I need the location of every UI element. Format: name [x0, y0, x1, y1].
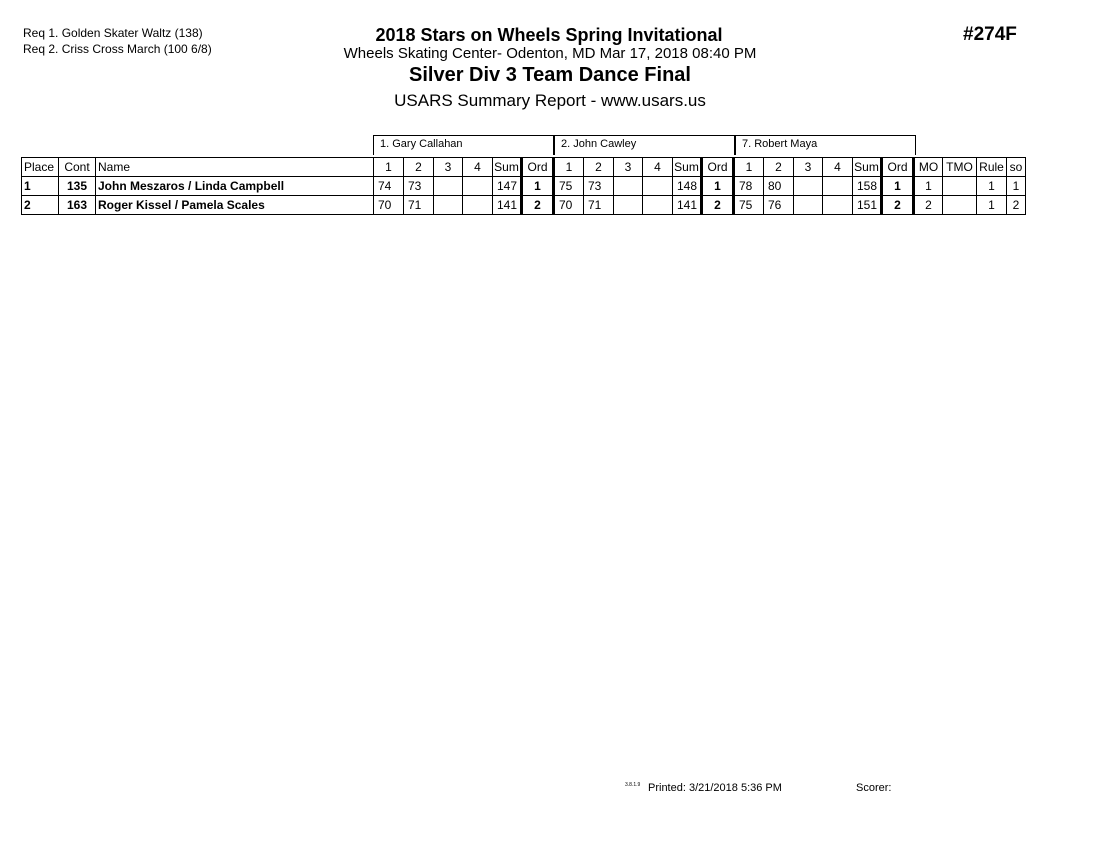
table-row: [22, 177, 1026, 196]
place-cell: 1: [22, 177, 59, 196]
ord-cell: 1: [882, 177, 914, 196]
col-mo: MO: [914, 158, 943, 177]
sum-cell: 148: [673, 177, 702, 196]
ord-cell: 1: [522, 177, 554, 196]
requirement-1: Req 1. Golden Skater Waltz (138): [23, 26, 203, 40]
results-table: [21, 157, 1026, 215]
cont-cell: 163: [59, 196, 96, 215]
col-place: Place: [22, 158, 59, 177]
sum-cell: 151: [853, 196, 882, 215]
name-cell: John Meszaros / Linda Campbell: [96, 177, 374, 196]
col-rule: Rule: [977, 158, 1007, 177]
col-j1-ord: Ord: [522, 158, 554, 177]
rule-cell: 1: [977, 177, 1007, 196]
score-cell: 78: [734, 177, 764, 196]
software-version: 3.8.1.9: [625, 782, 641, 788]
col-j2-s4: 4: [643, 158, 673, 177]
competition-title: 2018 Stars on Wheels Spring Invitational: [375, 25, 723, 45]
name-cell: Roger Kissel / Pamela Scales: [96, 196, 374, 215]
venue-date: Wheels Skating Center- Odenton, MD Mar 17, 2018 08:40 PM: [343, 45, 757, 62]
score-cell: 73: [404, 177, 434, 196]
rule-cell: 1: [977, 196, 1007, 215]
so-cell: 2: [1007, 196, 1026, 215]
score-cell: [614, 196, 643, 215]
col-name: Name: [96, 158, 374, 177]
printed-timestamp: Printed: 3/21/2018 5:36 PM: [648, 782, 782, 794]
col-j2-ord: Ord: [702, 158, 734, 177]
scorer-label: Scorer:: [856, 782, 892, 794]
col-j3-s3: 3: [794, 158, 823, 177]
sum-cell: 141: [493, 196, 522, 215]
col-j1-s4: 4: [463, 158, 493, 177]
mo-cell: 1: [914, 177, 943, 196]
col-j3-s2: 2: [764, 158, 794, 177]
score-cell: 76: [764, 196, 794, 215]
col-j2-s2: 2: [584, 158, 614, 177]
score-cell: 71: [404, 196, 434, 215]
col-j2-s1: 1: [554, 158, 584, 177]
table-row: [22, 196, 1026, 215]
col-j3-s4: 4: [823, 158, 853, 177]
ord-cell: 2: [702, 196, 734, 215]
tmo-cell: [943, 177, 977, 196]
so-cell: 1: [1007, 177, 1026, 196]
col-j3-s1: 1: [734, 158, 764, 177]
score-cell: [643, 177, 673, 196]
col-j2-s3: 3: [614, 158, 643, 177]
place-cell: 2: [22, 196, 59, 215]
score-cell: [794, 177, 823, 196]
score-cell: 71: [584, 196, 614, 215]
cont-cell: 135: [59, 177, 96, 196]
sum-cell: 158: [853, 177, 882, 196]
col-j1-s2: 2: [404, 158, 434, 177]
score-cell: 70: [554, 196, 584, 215]
report-title: USARS Summary Report - www.usars.us: [394, 91, 706, 110]
col-cont: Cont: [59, 158, 96, 177]
col-j3-ord: Ord: [882, 158, 914, 177]
ord-cell: 2: [522, 196, 554, 215]
ord-cell: 1: [702, 177, 734, 196]
score-cell: [434, 177, 463, 196]
score-cell: [823, 196, 853, 215]
competition-title-wrap: [0, 25, 1099, 46]
score-cell: [643, 196, 673, 215]
score-cell: 80: [764, 177, 794, 196]
score-cell: [614, 177, 643, 196]
col-j1-s3: 3: [434, 158, 463, 177]
score-cell: [434, 196, 463, 215]
venue-date-wrap: [0, 45, 1100, 62]
score-cell: 70: [374, 196, 404, 215]
col-tmo: TMO: [943, 158, 977, 177]
sum-cell: 147: [493, 177, 522, 196]
score-cell: [794, 196, 823, 215]
event-title: Silver Div 3 Team Dance Final: [409, 64, 691, 86]
ord-cell: 2: [882, 196, 914, 215]
score-cell: [823, 177, 853, 196]
col-j1-s1: 1: [374, 158, 404, 177]
col-j1-sum: Sum: [493, 158, 522, 177]
mo-cell: 2: [914, 196, 943, 215]
judge-2-header: 2. John Cawley: [554, 135, 735, 155]
col-j3-sum: Sum: [853, 158, 882, 177]
score-cell: [463, 196, 493, 215]
requirement-2: Req 2. Criss Cross March (100 6/8): [23, 42, 212, 56]
event-number: #274F: [963, 24, 1017, 45]
event-title-wrap: [0, 64, 1100, 87]
judge-1-header: 1. Gary Callahan: [373, 135, 554, 155]
score-cell: 75: [554, 177, 584, 196]
col-j2-sum: Sum: [673, 158, 702, 177]
sum-cell: 141: [673, 196, 702, 215]
report-title-wrap: [0, 91, 1100, 111]
score-cell: 73: [584, 177, 614, 196]
score-cell: 74: [374, 177, 404, 196]
score-cell: 75: [734, 196, 764, 215]
tmo-cell: [943, 196, 977, 215]
column-header-row: [22, 158, 1026, 177]
judge-3-header: 7. Robert Maya: [735, 135, 916, 155]
col-so: so: [1007, 158, 1026, 177]
score-cell: [463, 177, 493, 196]
